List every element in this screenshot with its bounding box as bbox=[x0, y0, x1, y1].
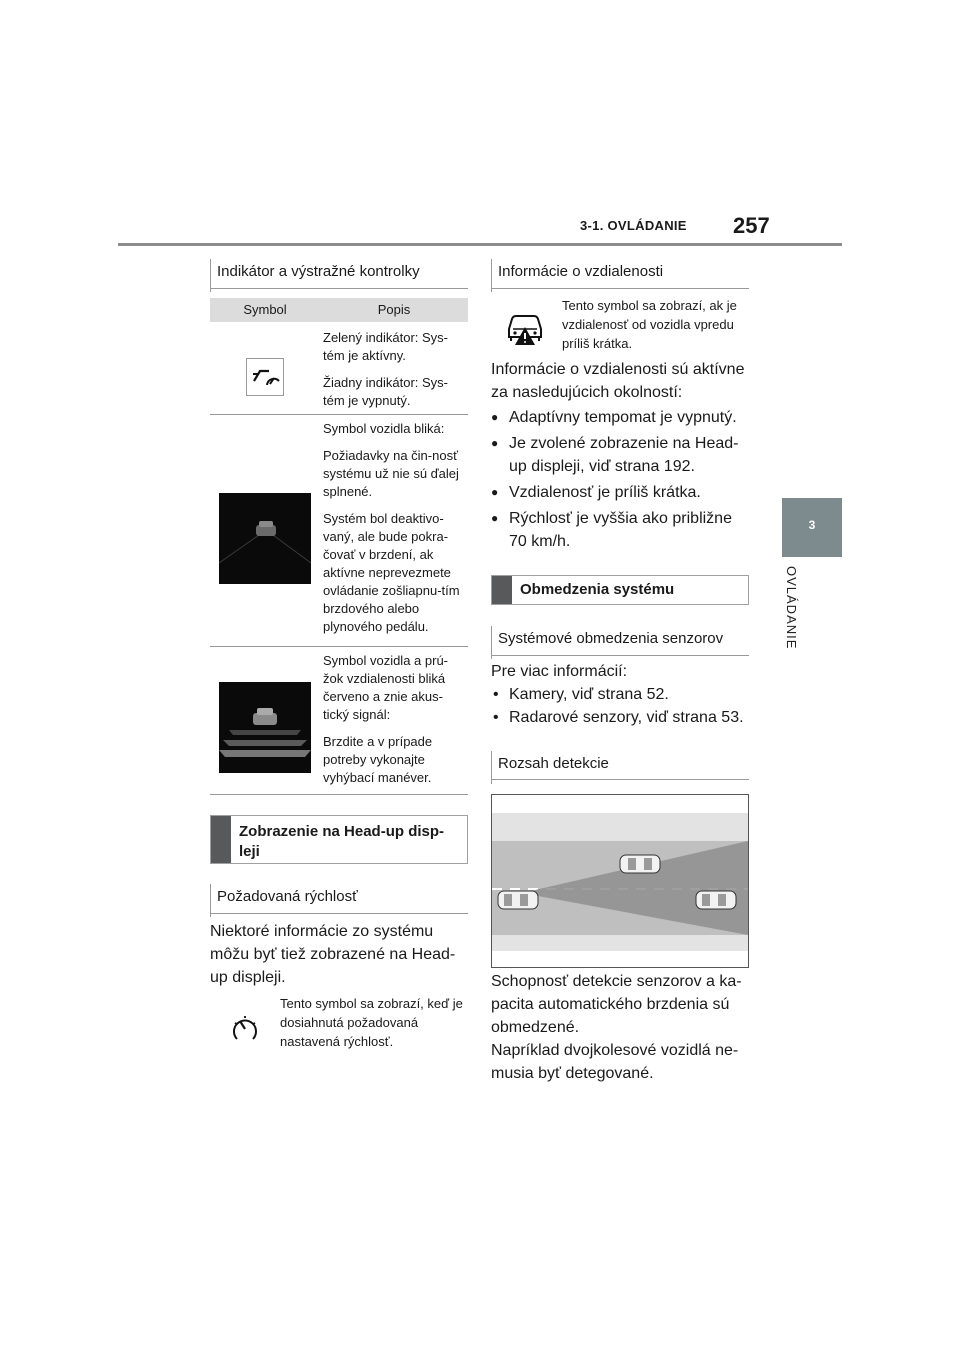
divider bbox=[210, 794, 468, 795]
distance-warning-icon bbox=[503, 307, 547, 347]
page-number: 257 bbox=[733, 213, 770, 238]
sensor-intro: Pre viac informácií: bbox=[491, 663, 628, 680]
list-item: ● Je zvolené zobrazenie na Head-up displeji, viď strana 192. bbox=[491, 432, 751, 478]
speedometer-icon bbox=[228, 1010, 262, 1044]
sensor-list bbox=[491, 683, 761, 729]
table-header-symbol: Symbol bbox=[210, 298, 320, 322]
list-item: ● Adaptívny tempomat je vypnutý. bbox=[491, 406, 751, 429]
speed-note: Tento symbol sa zobrazí, keď je dosiahnutá požadovaná nastavená rýchlosť. bbox=[280, 996, 463, 1049]
list-item: ● Vzdialenosť je príliš krátka. bbox=[491, 481, 751, 504]
divider bbox=[491, 655, 749, 656]
list-item: • Kamery, viď strana 52. bbox=[491, 683, 761, 706]
range-text-2: Napríklad dvojkolesové vozidlá ne-musia byť detegované. bbox=[491, 1042, 739, 1082]
limits-heading-box bbox=[491, 575, 749, 605]
divider bbox=[491, 779, 749, 780]
range-text-1: Schopnosť detekcie senzorov a ka-pacita automatického brzdenia sú obmedzené. bbox=[491, 973, 742, 1036]
range-heading: Rozsah detekcie bbox=[498, 754, 609, 774]
chapter-number: 3 bbox=[808, 518, 816, 532]
distance-conditions-list bbox=[491, 406, 751, 556]
cruise-control-indicator-icon bbox=[246, 358, 284, 396]
speed-heading: Požadovaná rýchlosť bbox=[217, 887, 358, 907]
divider bbox=[210, 913, 468, 914]
table-header-description: Popis bbox=[320, 298, 468, 322]
indicator-heading: Indikátor a výstražné kontrolky bbox=[217, 262, 420, 282]
sensor-heading: Systémové obmedzenia senzorov bbox=[498, 629, 723, 649]
hud-heading-box bbox=[210, 815, 468, 864]
header-rule bbox=[118, 243, 842, 246]
speed-text: Niektoré informácie zo systému môžu byť tiež zobrazené na Head-up displeji. bbox=[210, 923, 456, 986]
list-item: • Radarové senzory, viď strana 53. bbox=[491, 706, 761, 729]
divider bbox=[210, 414, 468, 415]
detection-range-diagram bbox=[491, 794, 749, 968]
distance-heading: Informácie o vzdialenosti bbox=[498, 262, 663, 282]
row2-description: Symbol vozidla bliká: Požiadavky na čin-nosť systému už nie sú ďalej splnené. Systém bol deaktivo-vaný, ale bude pokra-čovať v brzdení, ak aktívne neprevezmete ovládanie zošliapnu-tím brzdového alebo plynového pedálu. bbox=[323, 421, 460, 634]
hud-heading: Zobrazenie na Head-up disp-leji bbox=[239, 823, 445, 860]
row3-description: Symbol vozidla a prú-žok vzdialenosti bliká červeno a znie akus-tický signál: Brzdite a v prípade potreby vykonajte vyhýbací manéver. bbox=[323, 653, 448, 785]
distance-intro: Informácie o vzdialenosti sú aktívne za nasledujúcich okolností: bbox=[491, 361, 745, 401]
section-title: 3-1. OVLÁDANIE bbox=[580, 218, 687, 233]
limits-heading: Obmedzenia systému bbox=[520, 581, 675, 598]
divider bbox=[210, 646, 468, 647]
list-item: ● Rýchlosť je vyššia ako približne 70 km/h. bbox=[491, 507, 751, 553]
distance-note: Tento symbol sa zobrazí, ak je vzdialenosť od vozidla vpredu príliš krátka. bbox=[562, 298, 737, 351]
row1-description: Zelený indikátor: Sys-tém je aktívny. Žiadny indikátor: Sys-tém je vypnutý. bbox=[323, 330, 448, 408]
vehicle-distance-bar-red-image bbox=[219, 682, 311, 773]
vehicle-symbol-flashing-image bbox=[219, 493, 311, 584]
divider bbox=[491, 288, 749, 289]
divider bbox=[210, 288, 468, 289]
chapter-label: OVLÁDANIE bbox=[784, 566, 799, 650]
